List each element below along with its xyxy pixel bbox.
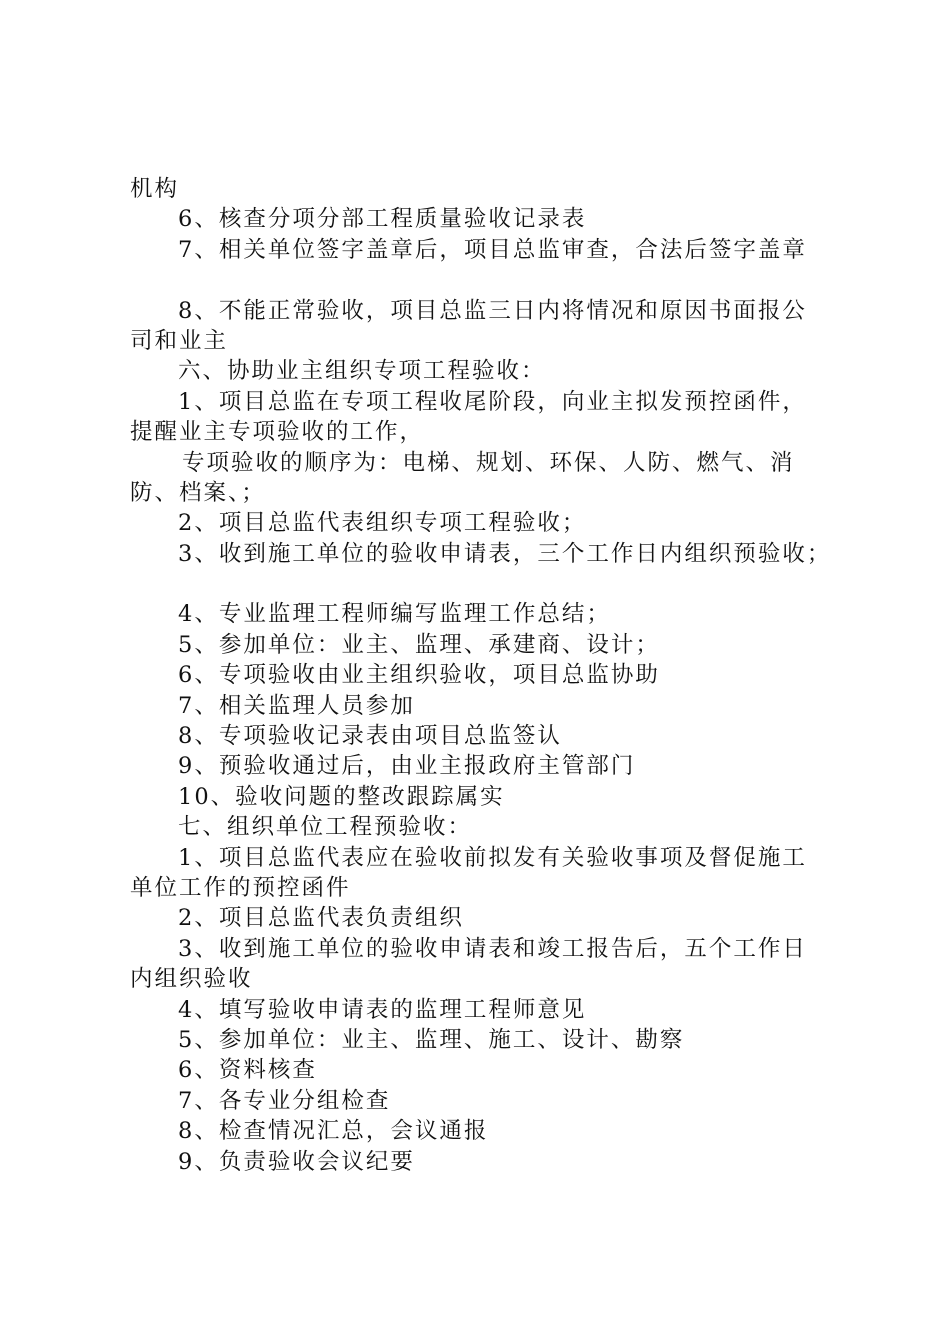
text-line: 8、专项验收记录表由项目总监签认	[178, 723, 562, 750]
text-line: 单位工作的预控函件	[130, 874, 351, 901]
text-line: 2、项目总监代表组织专项工程验收；	[178, 510, 587, 537]
section-heading: 七、组织单位工程预验收：	[178, 814, 473, 841]
text-line: 1、项目总监代表应在验收前拟发有关验收事项及督促施工	[178, 844, 807, 871]
text-line: 6、核查分项分部工程质量验收记录表	[178, 206, 587, 233]
text-line: 4、填写验收申请表的监理工程师意见	[178, 996, 587, 1023]
text-line: 6、资料核查	[178, 1057, 317, 1084]
blank-line	[130, 569, 840, 599]
text-line: 9、预验收通过后，由业主报政府主管部门	[178, 753, 636, 780]
text-line: 3、收到施工单位的验收申请表，三个工作日内组织预验收；	[178, 540, 832, 567]
text-line: 6、专项验收由业主组织验收，项目总监协助	[178, 662, 660, 689]
text-line: 提醒业主专项验收的工作，	[130, 419, 425, 446]
text-line: 7、相关单位签字盖章后，项目总监审查，合法后签字盖章	[178, 236, 807, 263]
text-line: 4、专业监理工程师编写监理工作总结；	[178, 601, 611, 628]
text-line: 9、负责验收会议纪要	[178, 1148, 415, 1175]
text-line: 10、验收问题的整改跟踪属实	[178, 783, 505, 810]
document-body	[130, 174, 840, 1177]
text-line: 2、项目总监代表负责组织	[178, 905, 464, 932]
text-line: 5、参加单位：业主、监理、施工、设计、勘察	[178, 1026, 685, 1053]
blank-line	[130, 265, 840, 295]
text-line: 7、相关监理人员参加	[178, 692, 415, 719]
text-line: 7、各专业分组检查	[178, 1087, 391, 1114]
section-heading: 六、协助业主组织专项工程验收：	[178, 358, 546, 385]
text-line: 防、档案、；	[130, 479, 266, 506]
text-line: 专项验收的顺序为：电梯、规划、环保、人防、燃气、消	[182, 449, 795, 476]
text-line: 1、项目总监在专项工程收尾阶段，向业主拟发预控函件，	[178, 388, 807, 415]
text-line: 5、参加单位：业主、监理、承建商、设计；	[178, 631, 660, 658]
text-line: 3、收到施工单位的验收申请表和竣工报告后，五个工作日	[178, 935, 807, 962]
text-line: 8、不能正常验收，项目总监三日内将情况和原因书面报公	[178, 297, 807, 324]
text-line: 司和业主	[130, 327, 229, 354]
text-line: 8、检查情况汇总，会议通报	[178, 1118, 489, 1145]
text-line: 机构	[130, 176, 180, 202]
text-line: 内组织验收	[130, 966, 253, 993]
